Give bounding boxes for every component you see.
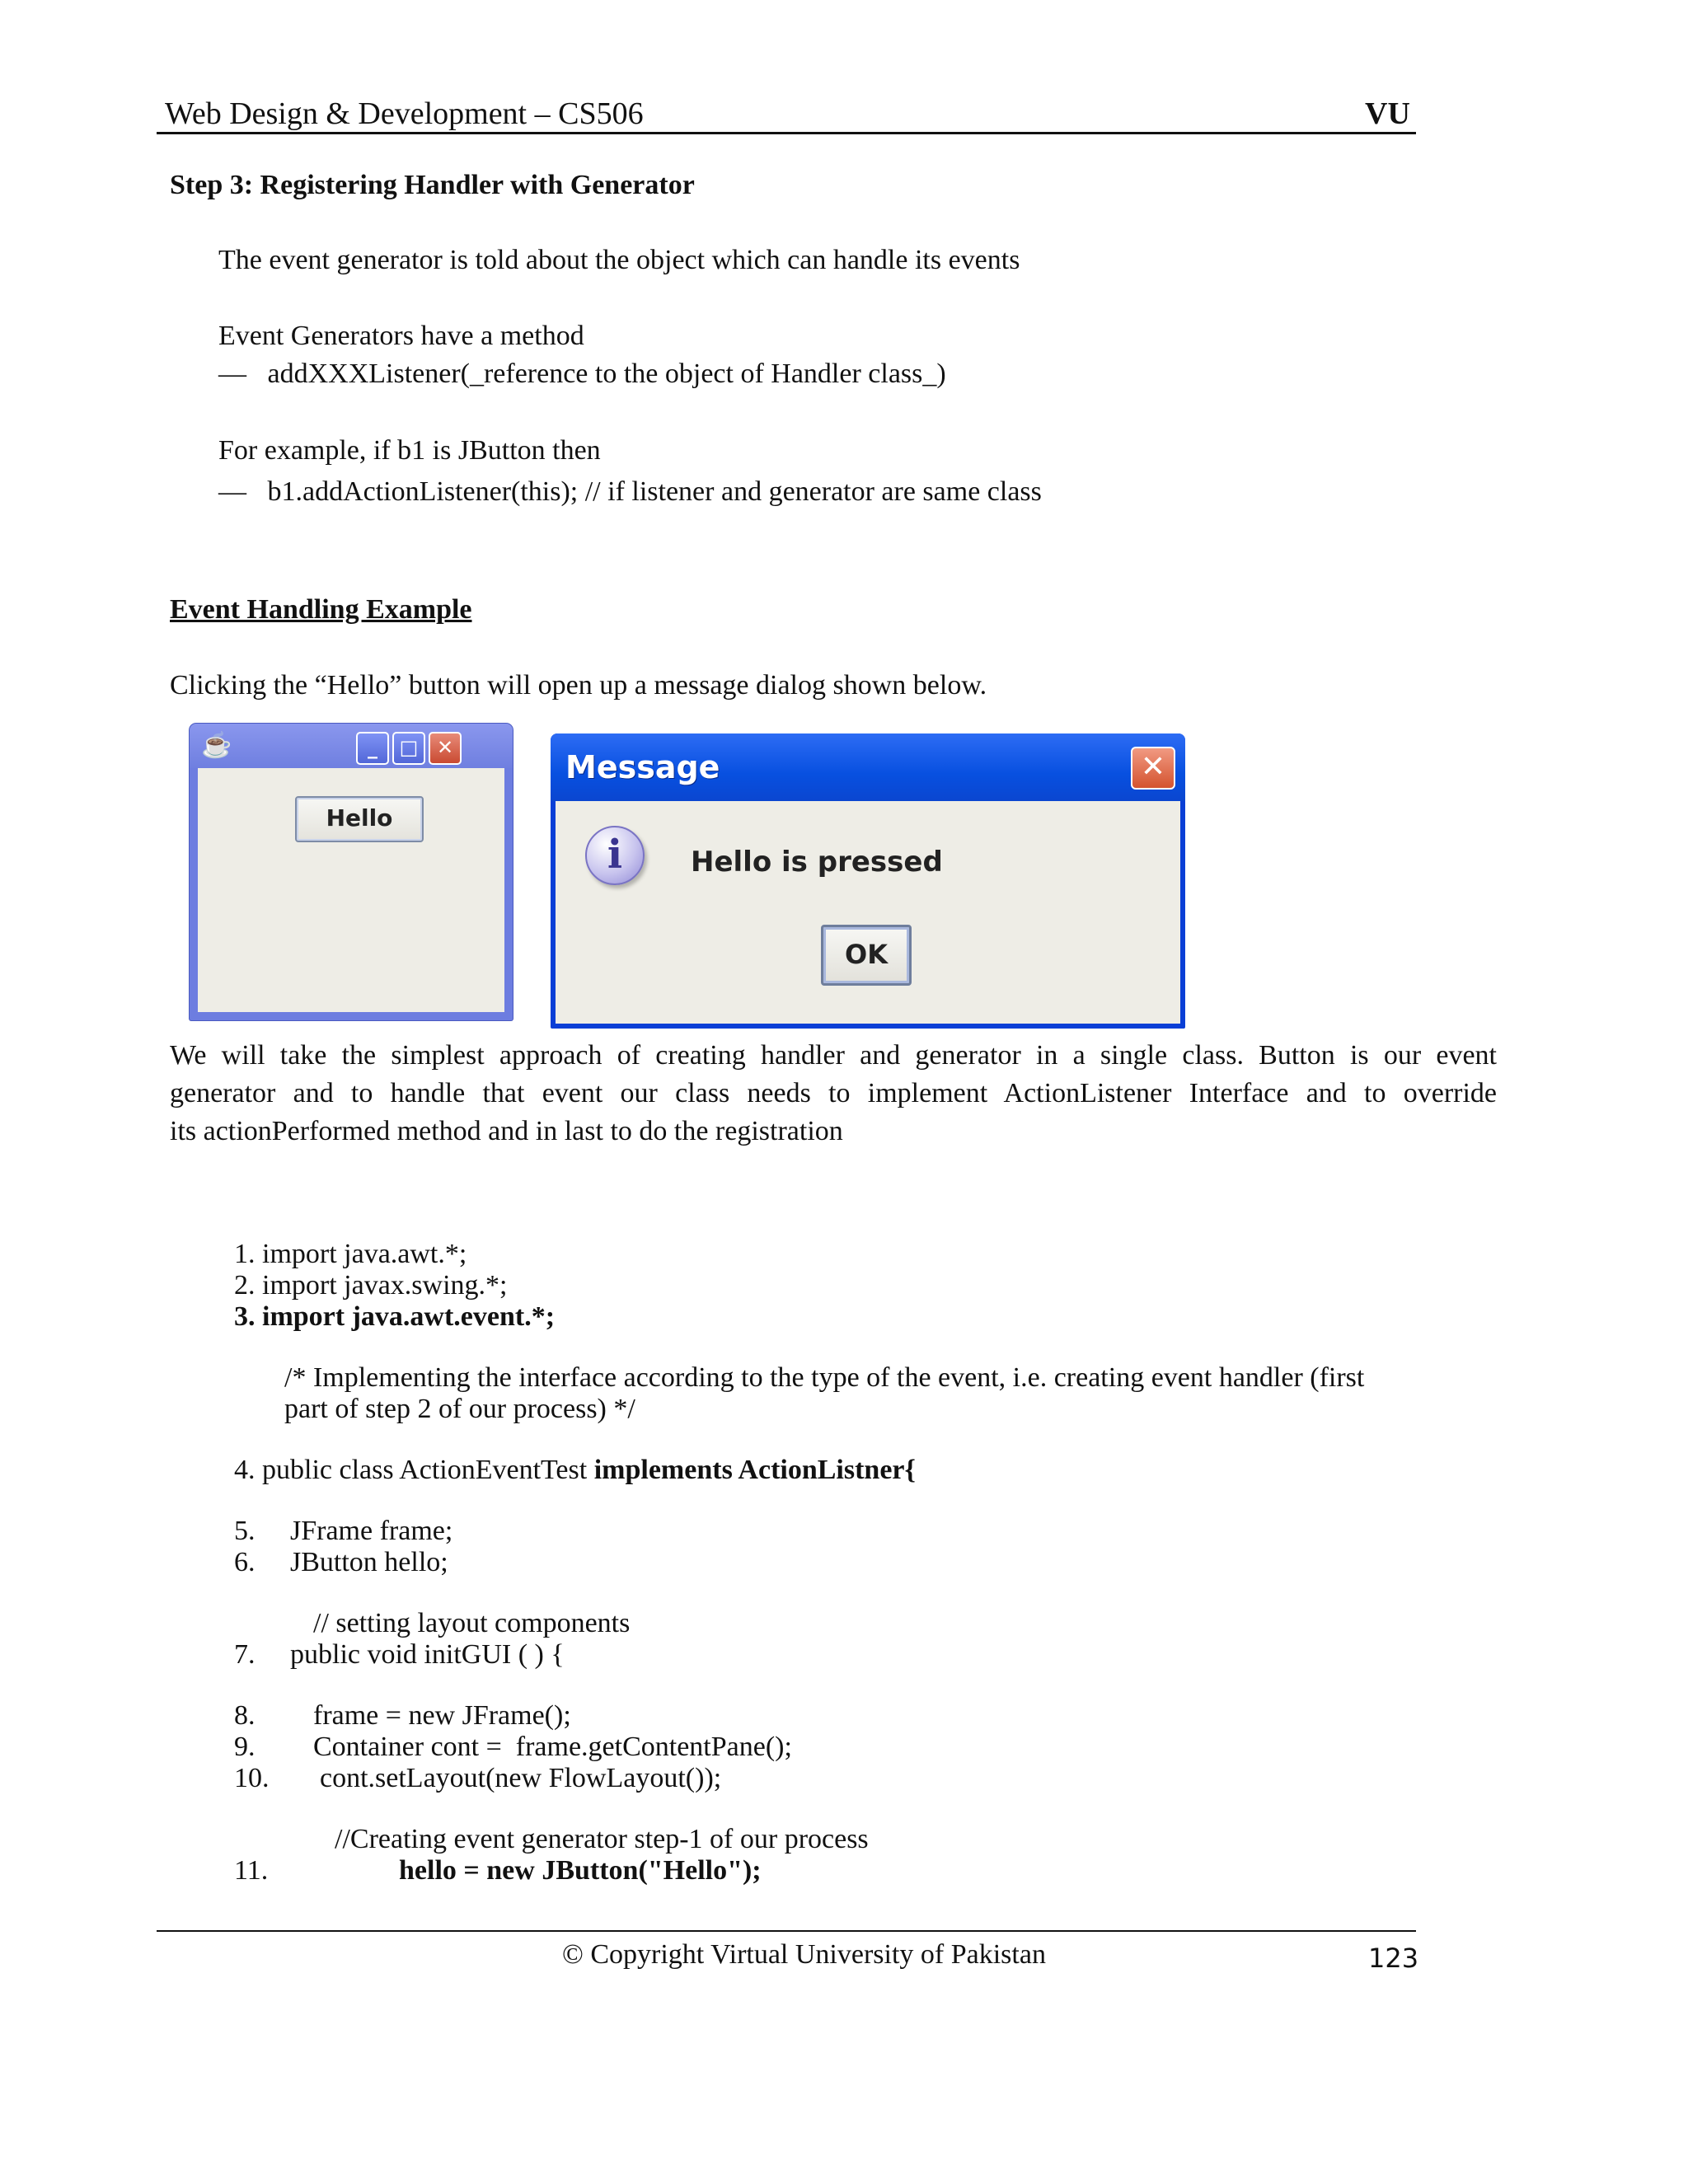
code-line-11-number: 11. xyxy=(234,1855,269,1886)
close-button[interactable]: ✕ xyxy=(429,732,462,765)
step3-bullet1: — addXXXListener(_reference to the object of Handler class_) xyxy=(218,359,946,389)
dialog-message: Hello is pressed xyxy=(691,846,943,879)
code-line-3: 3. import java.awt.event.*; xyxy=(234,1301,556,1332)
code-line-1: 1. import java.awt.*; xyxy=(234,1239,467,1269)
message-dialog xyxy=(551,733,1185,1029)
step3-heading: Step 3: Registering Handler with Generator xyxy=(170,170,695,200)
code-comment-1: /* Implementing the interface according to the type of the event, i.e. creating event handler (first xyxy=(284,1362,1365,1393)
header-title: Web Design & Development – CS506 xyxy=(165,96,644,131)
step3-line1: The event generator is told about the object which can handle its events xyxy=(218,245,1020,275)
ok-button[interactable]: OK xyxy=(821,925,912,986)
page-number: 123 xyxy=(1368,1943,1419,1974)
code-line-4-start: 4. public class ActionEventTest xyxy=(234,1455,594,1485)
code-line-10: cont.setLayout(new FlowLayout()); xyxy=(320,1763,722,1793)
java-cup-icon: ☕ xyxy=(201,732,232,759)
step3-line2: Event Generators have a method xyxy=(218,321,584,351)
code-line-5: JFrame frame; xyxy=(290,1516,453,1546)
message-dialog-content xyxy=(556,801,1180,1024)
code-comment-4: //Creating event generator step-1 of our process xyxy=(335,1824,869,1854)
minimize-button[interactable]: _ xyxy=(356,732,389,765)
paragraph-line-3: its actionPerformed method and in last to do the registration xyxy=(170,1116,843,1146)
hello-button[interactable]: Hello xyxy=(295,796,424,842)
code-line-6: JButton hello; xyxy=(290,1547,448,1577)
hello-frame-window xyxy=(190,724,513,1020)
message-dialog-title: Message xyxy=(565,749,720,785)
code-line-8: frame = new JFrame(); xyxy=(313,1700,571,1731)
paragraph-line-1: We will take the simplest approach of creating handler and generator in a single class. Button is our event xyxy=(170,1040,1497,1071)
code-line-4-implements: implements ActionListner{ xyxy=(593,1455,916,1485)
footer-copyright: © Copyright Virtual University of Pakistan xyxy=(562,1939,1046,1970)
example-intro: Clicking the “Hello” button will open up a message dialog shown below. xyxy=(170,670,987,701)
code-line-2: 2. import javax.swing.*; xyxy=(234,1270,508,1301)
step3-line3: For example, if b1 is JButton then xyxy=(218,435,601,466)
paragraph-line-2: generator and to handle that event our class needs to implement ActionListener Interface and to override xyxy=(170,1078,1497,1108)
code-line-9-number: 9. xyxy=(234,1732,256,1762)
dialog-close-button[interactable]: ✕ xyxy=(1131,747,1175,790)
code-line-11: hello = new JButton("Hello"); xyxy=(399,1855,762,1886)
code-comment-3: // setting layout components xyxy=(313,1608,631,1638)
step3-bullet2: — b1.addActionListener(this); // if listener and generator are same class xyxy=(218,476,1042,507)
message-dialog-titlebar xyxy=(551,733,1185,801)
hello-frame-content xyxy=(198,768,504,1012)
info-icon: i xyxy=(585,826,645,885)
code-line-9: Container cont = frame.getContentPane(); xyxy=(313,1732,792,1762)
example-heading: Event Handling Example xyxy=(170,594,472,625)
code-line-7-number: 7. xyxy=(234,1639,256,1670)
code-line-4 xyxy=(234,1454,916,1487)
header-rule xyxy=(157,132,1416,134)
code-comment-2: part of step 2 of our process) */ xyxy=(284,1394,635,1424)
code-line-8-number: 8. xyxy=(234,1700,256,1731)
code-line-10-number: 10. xyxy=(234,1763,270,1793)
code-line-5-number: 5. xyxy=(234,1516,256,1546)
maximize-button[interactable]: □ xyxy=(392,732,425,765)
header-institution: VU xyxy=(1365,96,1410,131)
code-line-7: public void initGUI ( ) { xyxy=(290,1639,565,1670)
hello-frame-titlebar xyxy=(190,724,513,768)
footer-rule xyxy=(157,1930,1416,1932)
code-line-6-number: 6. xyxy=(234,1547,256,1577)
